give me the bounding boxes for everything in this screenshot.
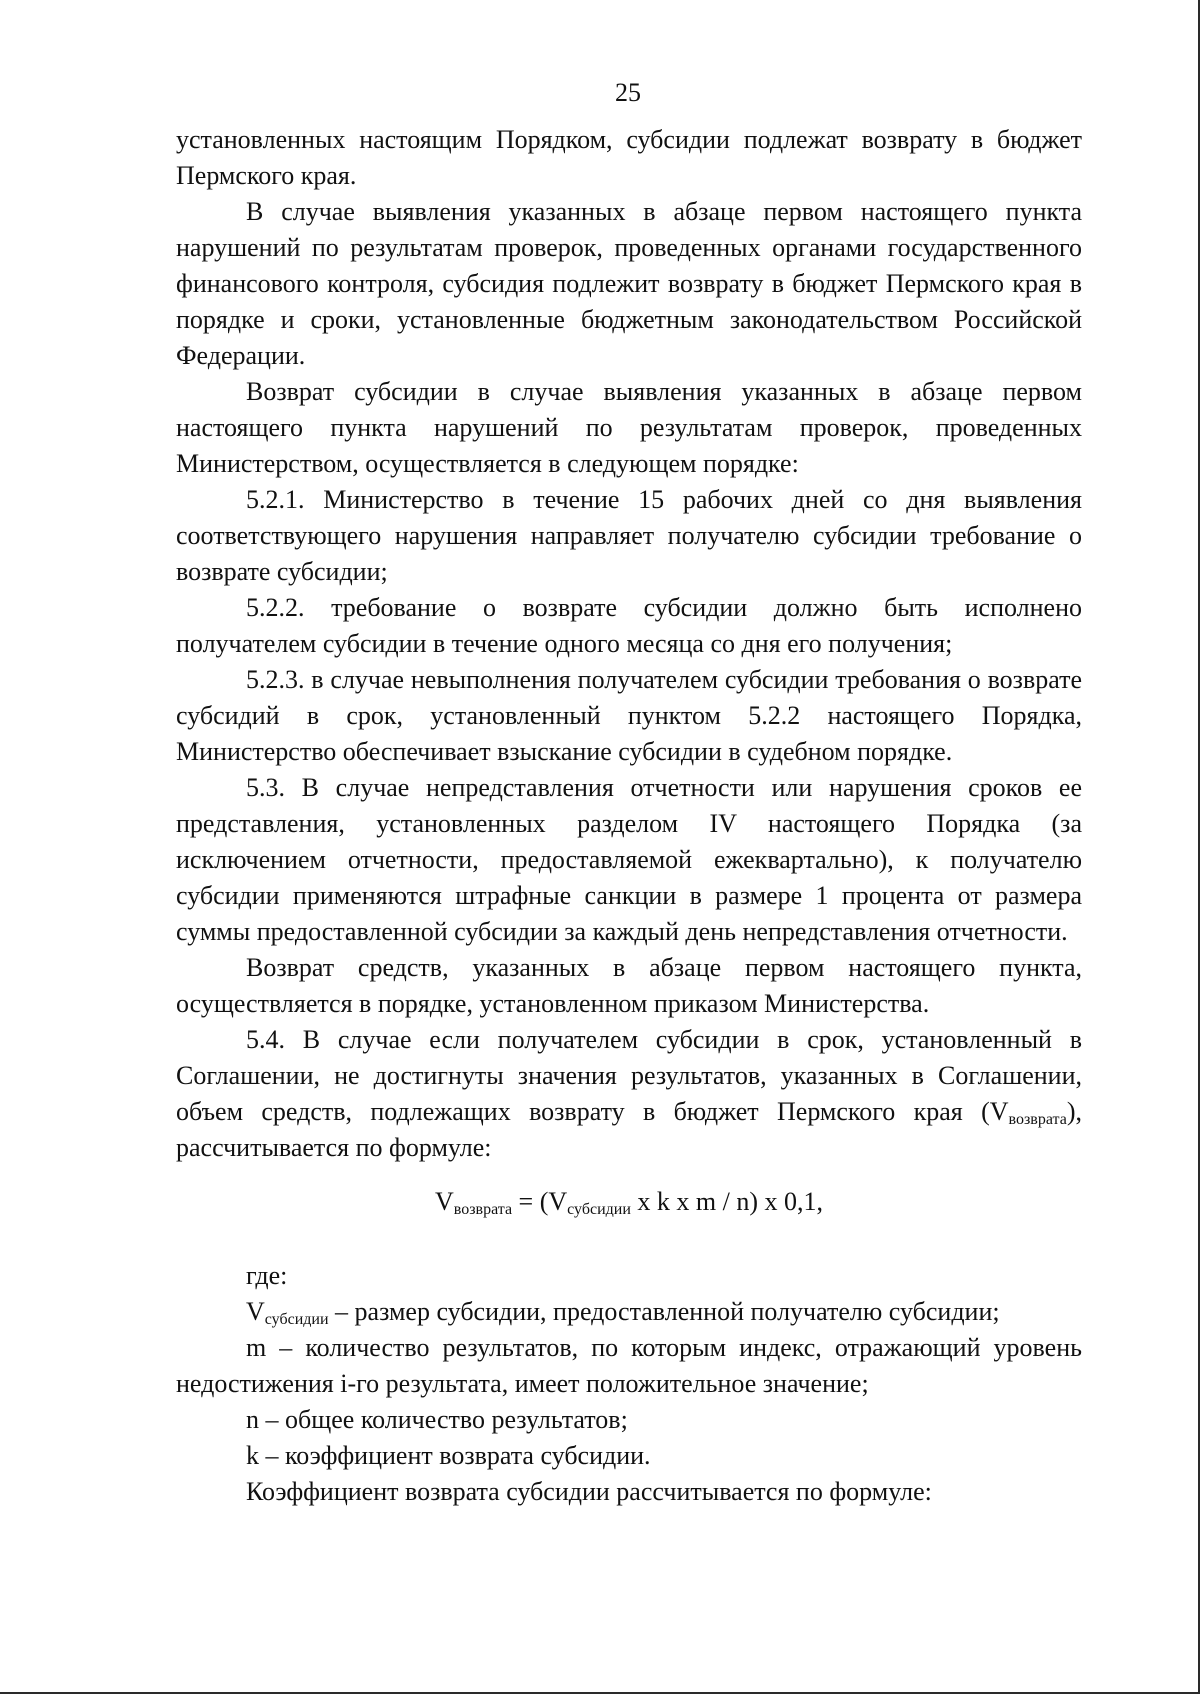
formula-subscript: возврата bbox=[453, 1201, 513, 1218]
definition-subscript: субсидии bbox=[264, 1311, 329, 1328]
definition-k: k – коэффициент возврата субсидии. bbox=[246, 1441, 651, 1470]
clause-5-2-1: 5.2.1. Министерство в течение 15 рабочих дней со дня выявления соответствующего нарушения направляет получателю субсидии требование о возврате субсидии; bbox=[176, 485, 1082, 586]
definition-m: m – количество результатов, по которым индекс, отражающий уровень недостижения i-го результата, имеет положительное значение; bbox=[176, 1333, 1082, 1398]
closing-line: Коэффициент возврата субсидии рассчитывается по формуле: bbox=[246, 1477, 932, 1506]
formula-symbol: V bbox=[434, 1187, 454, 1216]
clause-5-4-text: 5.4. В случае если получателем субсидии в срок, установленный в Соглашении, не достигнуты значения результатов, указанных в Соглашении, объем средств, подлежащих возврату в бюджет Пермского края (V bbox=[176, 1025, 1082, 1126]
formula-expression bbox=[435, 1184, 823, 1220]
page-number: 25 bbox=[615, 78, 641, 107]
clause-5-2-2: 5.2.2. требование о возврате субсидии должно быть исполнено получателем субсидии в течение одного месяца со дня его получения; bbox=[176, 593, 1082, 658]
paragraph: В случае выявления указанных в абзаце первом настоящего пункта нарушений по результатам проверок, проведенных органами государственного финансового контроля, субсидия подлежит возврату в бюджет Пермского края в порядке и сроки, установленные бюджетным законодательством Российской Федерации. bbox=[176, 197, 1082, 370]
subscript: возврата bbox=[1008, 1111, 1067, 1128]
definition-symbol: V bbox=[246, 1297, 265, 1326]
formula-part: = (V bbox=[512, 1187, 568, 1216]
clause-5-4 bbox=[176, 1022, 1082, 1166]
formula bbox=[176, 1184, 1082, 1220]
paragraph: Возврат субсидии в случае выявления указанных в абзаце первом настоящего пункта нарушений по результатам проверок, проведенных Министерством, осуществляется в следующем порядке: bbox=[176, 377, 1082, 478]
clause-5-4-text-end: ), рассчитывается по формуле: bbox=[176, 1097, 1082, 1162]
where-label: где: bbox=[246, 1261, 288, 1290]
document-body bbox=[176, 122, 1082, 1510]
definition-n: n – общее количество результатов; bbox=[246, 1405, 628, 1434]
clause-5-3: 5.3. В случае непредставления отчетности или нарушения сроков ее представления, установленных разделом IV настоящего Порядка (за исключением отчетности, предоставляемой ежеквартально), к получателю субсидии применяются штрафные санкции в размере 1 процента от размера суммы предоставленной субсидии за каждый день непредставления отчетности. bbox=[176, 773, 1082, 946]
formula-subscript: субсидии bbox=[567, 1201, 631, 1218]
clause-5-2-3: 5.2.3. в случае невыполнения получателем субсидии требования о возврате субсидий в срок, установленный пунктом 5.2.2 настоящего Порядка, Министерство обеспечивает взыскание субсидии в судебном порядке. bbox=[176, 665, 1082, 766]
definition-v bbox=[176, 1294, 1082, 1330]
paragraph: установленных настоящим Порядком, субсидии подлежат возврату в бюджет Пермского края. bbox=[176, 125, 1082, 190]
paragraph: Возврат средств, указанных в абзаце первом настоящего пункта, осуществляется в порядке, установленном приказом Министерства. bbox=[176, 953, 1082, 1018]
formula-part: x k x m / n) x 0,1, bbox=[630, 1187, 824, 1216]
definition-text: – размер субсидии, предоставленной получателю субсидии; bbox=[328, 1297, 1000, 1326]
